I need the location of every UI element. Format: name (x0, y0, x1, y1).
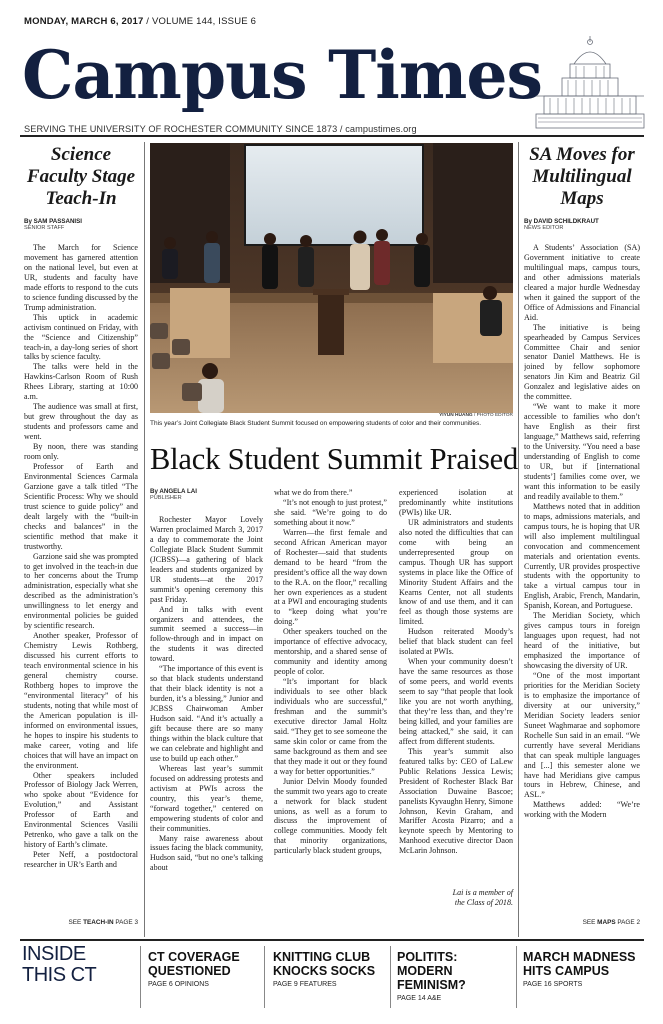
main-story-headline[interactable]: Black Student Summit Praised (150, 442, 519, 476)
paragraph: Another speaker, Professor of Chemistry Lewis Rothberg, discussed his current efforts to teach environmental science in his general chemistry course. Rothberg hopes to improve the “environmental literacy” of his students, noting that while most of the American population is ill-informed on environmental issues, he hopes to inspire his students to make career, voting and life choices that will have an impact on the environment. (24, 631, 138, 770)
paragraph: “One of the most important priorities for the Meridian Society is to emphasize the importance of diversity at our university,” Meridian Society leaders senior Suneet Waghmarae and sophomore Rochelle Sun said in an email. “We currently have several Meridians that can speak multiple languages and [...] this semester alone we have had Meridians give campus tours in Hebrew, Chinese, and ASL.” (524, 670, 640, 800)
paragraph: UR administrators and students also noted the difficulties that can come with being an underrepresented group on campus. Though UR has support systems in place like the Office of Minority Student Affairs and the Kearns Center, not all students know of and use them, and it can feel as though those systems are limited. (399, 517, 513, 627)
teaser-page: PAGE 14 A&E (397, 995, 442, 1002)
main-story-column-1 (150, 488, 263, 925)
teaser-sports[interactable] (523, 950, 643, 988)
rush-rhees-library-illustration (534, 34, 646, 130)
footer-divider (20, 939, 644, 941)
teaser-features[interactable] (273, 950, 387, 988)
paragraph: “We want to make it more accessible to families who don’t have English as their first language,” Matthews said, referring to the University. “You need a base understanding of English to come to UR, but if [international students’] families come over, we want this information to be easily and readily available to them.” (524, 402, 640, 501)
author-name: By DAVID SCHILDKRAUT (524, 218, 599, 225)
paragraph: The talks were held in the Hawkins-Carlson Room of Rush Rhees Library, starting at 10:00 a.m. (24, 362, 138, 402)
paragraph: The initiative is being spearheaded by Campus Services Committee Chair and senior senator Daniel Matthews. He is joined by fellow sophomore senators Jin Kim and Beatriz Gil Gonzalez and legislative aides on the committee. (524, 322, 640, 402)
teaser-divider (390, 946, 391, 1008)
paragraph: “It’s not enough to just protest,” she said. “We’re going to do something about it now.” (274, 497, 387, 527)
main-story-body-col2 (274, 488, 387, 926)
paragraph: “It’s important for black individuals to see other black individuals who are successful,” freshman and the summit’s executive director Jamal Holtz said. “They get to see someone the same skin color or came from the same background as them and see that they made it out or they found a way for better opportunities.” (274, 677, 387, 776)
author-role: SENIOR STAFF (24, 225, 65, 231)
right-story-byline (524, 218, 640, 231)
masthead-tagline[interactable]: SERVING THE UNIVERSITY OF ROCHESTER COMMUNITY SINCE 1873 / campustimes.org (24, 124, 417, 134)
masthead-divider (20, 135, 644, 137)
paragraph: Rochester Mayor Lovely Warren proclaimed March 3, 2017 a day to commemorate the Joint Collegiate Black Student Summit (JCBSS)—a gathering of black leaders and students organized by UR students—at the 2017 summit’s opening ceremony this past Friday. (150, 515, 263, 604)
author-name: By SAM PASSANISI (24, 218, 82, 225)
left-story-headline[interactable]: Science Faculty Stage Teach-In (26, 144, 136, 209)
teaser-arts-entertainment[interactable] (397, 950, 515, 1002)
teaser-title: KNITTING CLUB KNOCKS SOCKS (273, 950, 376, 978)
teaser-title: MARCH MADNESS HITS CAMPUS (523, 950, 636, 978)
teaser-divider (140, 946, 141, 1008)
issue-date: MONDAY, MARCH 6, 2017 (24, 16, 144, 27)
left-story (24, 144, 138, 926)
main-story-byline (150, 488, 263, 501)
author-role: NEWS EDITOR (524, 225, 564, 231)
volume-issue: / VOLUME 144, ISSUE 6 (143, 16, 257, 27)
main-story-column-3 (399, 488, 513, 908)
paragraph: The audience was small at first, but grew throughout the day as students and professors came and went. (24, 402, 138, 442)
main-story-body-col3 (399, 488, 513, 888)
column-divider (144, 142, 145, 937)
summit-panel-photo[interactable] (150, 143, 513, 413)
column-divider (518, 142, 519, 937)
paragraph: Whereas last year’s summit focused on addressing protests and activism at PWIs across the country, this year’s theme, “forward together,” centered on empowering students of color and their communities. (150, 763, 263, 833)
paragraph: “The importance of this event is so that black students understand that their black identity is not a burden, it’s a blessing,” Junior and JCBSS Chairwoman Amber Hudson said. “And it’s actually a gift because there are so many things within the black culture that we can celebrate and highlight and use to build up each other.” (150, 664, 263, 763)
right-story-body (524, 243, 640, 917)
author-bio: Lai is a member of the Class of 2018. (452, 888, 513, 907)
paragraph: A Students’ Association (SA) Government initiative to create multilingual maps, campus tours, and other admissions materials cleared a major hurdle Wednesday when it gained the support of the Office of Admissions and Financial Aid. (524, 243, 640, 322)
paragraph: This uptick in academic activism continued on Friday, with the “Science and Citizenship” teach-in, a day-long series of short talks by science faculty. (24, 312, 138, 362)
teaser-title: POLITITS: MODERN FEMINISM? (397, 950, 466, 992)
right-story (524, 144, 640, 926)
inside-this-ct-label: INSIDE THIS CT (22, 943, 97, 986)
paragraph: When your community doesn’t have the same resources as those of some peers, and world events seem to say “that people that look like you are not worth anything, that they’re less than, and they’re being killed, and your families are being attacked,” she said, it can affect from different students. (399, 657, 513, 746)
right-story-headline[interactable]: SA Moves for Multilingual Maps (529, 144, 635, 209)
left-story-byline (24, 218, 138, 231)
paragraph: Garzione said she was prompted to get involved in the teach-in due to her concerns about the Trump administration, especially what she described as the administration’s unwillingness to let energy and environmental policies be guided by scientific research. (24, 551, 138, 631)
dateline (24, 16, 256, 27)
teaser-page: PAGE 6 OPINIONS (148, 981, 209, 988)
paragraph: And in talks with event organizers and attendees, the summit seemed a success—in follow-through and in impact on the students it was directed toward. (150, 604, 263, 664)
main-story-body-col1 (150, 515, 263, 925)
photo-credit: YIYUN HUANG / PHOTO EDITOR (439, 413, 513, 418)
left-story-body (24, 243, 138, 917)
paragraph: Warren—the first female and second African American mayor of Rochester—said that students demand to be heard “from the president’s office all the way down to the R.A. on the floor,” recalling her own experiences as a student at a PWI and encouraging students to “keep doing what you’re doing.” (274, 527, 387, 627)
author-name: By ANGELA LAI (150, 488, 197, 495)
right-story-jump[interactable]: SEE MAPS PAGE 2 (582, 919, 640, 926)
teaser-page: PAGE 9 FEATURES (273, 981, 337, 988)
paragraph: Junior Delvin Moody founded the summit two years ago to create a network for black student unions, as well as a forum to discuss the improvement of college communities. Moody felt that minority organizations, particularly black student groups, (274, 776, 387, 856)
paragraph: The Meridian Society, which gives campus tours in foreign languages upon request, had not heard of the initiative, but emphasized the importance of showcasing the diversity of UR. (524, 611, 640, 671)
paragraph: what we do from there.” (274, 488, 353, 497)
paragraph: This year’s summit also featured talks by: CEO of LaLew Public Relations Jessica Lewis; President of Rochester Black Bar Association Duwaine Bascoe; panelists Kyvaughn Henry, Simone Johnson, Kevin Graham, and Mariffer Acosta Pizarro; and a keynote speech by Mentoring to Manhood executive director Daon McLarin Johnson. (399, 746, 513, 856)
paragraph: By noon, there was standing room only. (24, 442, 138, 462)
paragraph: Other speakers included Professor of Biology Jack Werren, who spoke about “Evidence for Evolution,” and Assistant Professor of Earth and Environmental Sciences Vasilii Petrenko, who gave a talk on the history of Earth’s climate. (24, 770, 138, 850)
teaser-divider (264, 946, 265, 1008)
teaser-page: PAGE 16 SPORTS (523, 981, 583, 988)
left-story-jump[interactable]: SEE TEACH-IN PAGE 3 (68, 919, 138, 926)
masthead-title[interactable]: Campus Times (22, 36, 542, 114)
teaser-title: CT COVERAGE QUESTIONED (148, 950, 240, 978)
paragraph: Many raise awareness about issues facing the black community, Hudson said, “but no one’s talking about (150, 833, 263, 873)
teaser-opinions[interactable] (148, 950, 262, 988)
paragraph: The March for Science movement has garnered attention on the national level, but even at UR, students and faculty have made efforts to respond to the cuts to science funding discussed by the Trump administration. (24, 243, 138, 312)
author-role: PUBLISHER (150, 495, 182, 501)
paragraph: Hudson reiterated Moody’s belief that black student can feel isolated at PWIs. (399, 627, 513, 657)
paragraph: Matthews added: “We’re working with the Modern (524, 800, 640, 820)
paragraph: Matthews noted that in addition to maps, admissions materials, and campus tours, he is hoping that UR will also implement multilingual convocation and commencement materials and orientation events. Currently, UR provides prospective students with the opportunity to take a virtual campus tour in English, Arabic, French, Mandarin, Spanish, Korean, and Portuguese. (524, 501, 640, 611)
teaser-divider (516, 946, 517, 1008)
photo-caption: This year’s Joint Collegiate Black Student Summit focused on empowering students of color and their communities. (150, 420, 482, 427)
paragraph: experienced isolation at predominantly white institutions (PWIs) like UR. (399, 488, 513, 517)
paragraph: Peter Neff, a postdoctoral researcher in UR’s Earth and (24, 850, 138, 870)
paragraph: Other speakers touched on the importance of effective advocacy, mentorship, and a shared sense of community and identity among people of color. (274, 627, 387, 677)
paragraph: Professor of Earth and Environmental Sciences Carmala Garzione gave a talk titled “The Scientific Process: Why we should trust science to guide policy” and dealt largely with the “built-in checks and balances” in the scientific method that make it trustworthy. (24, 461, 138, 551)
